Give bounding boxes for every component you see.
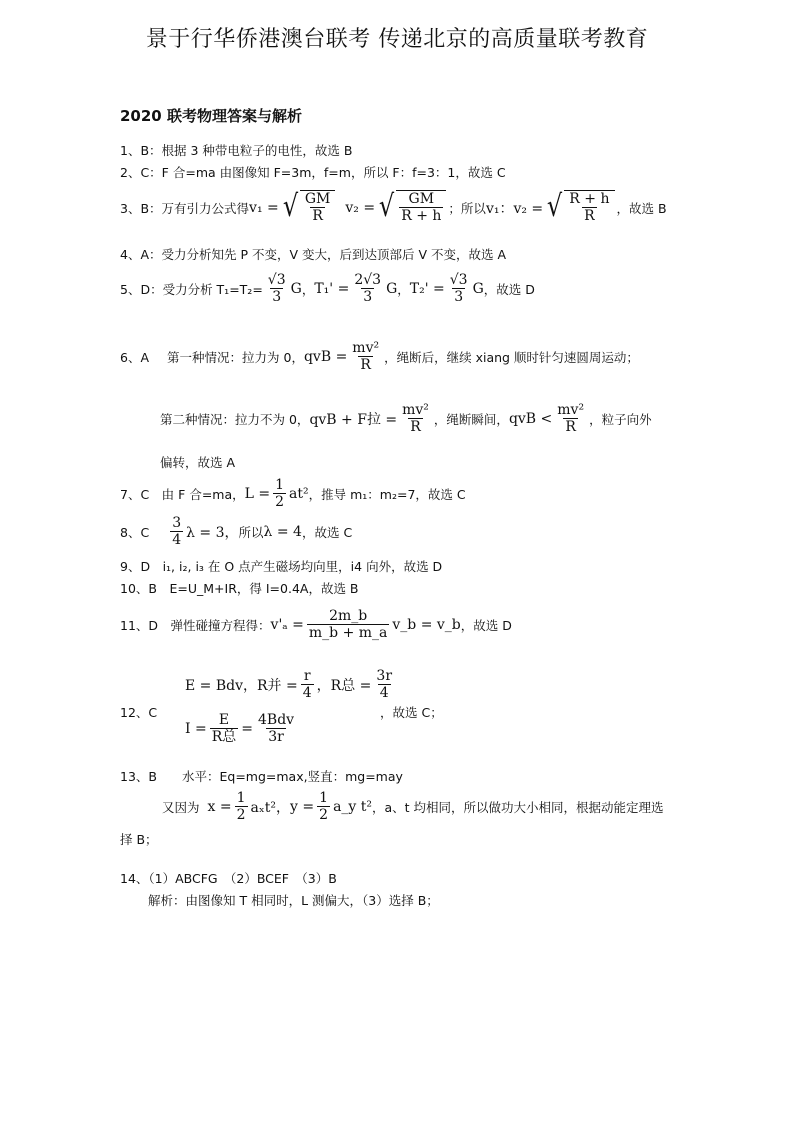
answer-14-line2: 解析：由图像知 T 相同时，L 测偏大，（3）选择 B； [148,893,439,908]
frac-3r-4 [374,668,394,702]
answer-7-eq: L = [244,486,271,502]
frac-num: mv² [352,340,380,356]
answer-3-v1: v₁ = [249,199,279,216]
frac-num: √3 [449,272,468,288]
frac-sqrt3-3b [448,272,470,306]
r-parallel: R并 = [257,678,298,694]
frac-num: GM [408,191,435,207]
frac-den: 3 [363,289,373,305]
answer-13-after: ，a、t 均相同，所以做功大小相同，根据动能定理选 [372,800,664,815]
answer-14-line1: 14、（1）ABCFG （2）BCEF （3）B [120,871,337,886]
answer-8 [120,515,352,549]
answer-5-end: ，故选 D [483,282,535,297]
sqrt-2: √ $\frac{GM}{R + h}$ [377,190,446,225]
answer-1: 1、B：根据 3 种带电粒子的电性，故选 B [120,143,353,158]
frac-num: 3 [172,515,182,531]
answer-6-lead: 6、A [120,350,150,365]
frac-den: R [312,208,323,224]
answer-3-mid: ；所以 [448,200,486,216]
frac-sqrt3-3a [266,272,288,306]
answer-6-eq2: qvB + F拉 = [309,412,398,428]
answer-11-lead: 11、D 弹性碰撞方程得： [120,618,271,633]
frac-mv2-r [555,402,586,436]
frac-1-2 [273,477,286,511]
answer-5: 5、D：受力分析 T₁=T₂= $\frac{√3}{3}$ G ， T₁' = $\frac{2√3}{3}$ G ， T₂' = $\frac{√3}{3}$ G ，故选 D [120,272,535,305]
answer-11-tail: v_b = v_b [392,617,461,633]
frac-num: 1 [236,790,246,806]
frac-den: 4 [379,685,389,701]
answer-8-mid: 所以 [238,525,264,540]
answer-7-lead: 7、C 由 F 合=ma， [120,487,245,502]
frac-den: 2 [275,494,285,510]
answer-5-lead: 5、D：受力分析 T₁=T₂= [120,282,263,297]
answer-12-end: ，故选 C； [380,705,443,720]
x-eq: x = [207,799,232,815]
answer-10: 10、B E=U_M+IR，得 I=0.4A，故选 B [120,581,359,596]
answer-8-eq2: λ = 4 [263,524,302,540]
answer-6-line2 [160,402,652,436]
r-total: ，R总 = [316,678,372,694]
frac-mv2-r [350,340,381,374]
g-symbol: G [472,281,484,297]
answer-6-case2: 第二种情况：拉力不为 0， [160,412,310,427]
answer-12-label: 12、C [120,705,158,720]
answer-8-lead: 8、C [120,525,150,540]
answer-6-after2: ，绳断瞬间， [433,412,509,427]
answer-3-ratio: v₁：v₂ = [485,200,544,217]
answer-3-end: ，故选 B [616,200,667,216]
frac-1-2 [317,790,330,824]
frac-den: 3 [272,289,282,305]
answer-12-eq2 [185,712,299,746]
t1-prime: T₁' = [314,281,350,297]
sqrt-1: √ $\frac{GM}{R}$ [281,190,336,225]
answer-13-c2: 又因为 [162,800,200,815]
frac-mv2-r [400,402,431,436]
g-symbol: G [290,281,302,297]
answer-11 [120,608,512,642]
frac-num: E [218,712,230,728]
x-tail: aₓt²， [250,800,291,816]
frac-3-4 [170,515,183,549]
answer-7-tail: at² [289,486,309,502]
frac-num: mv² [402,402,429,418]
answer-7 [120,477,466,511]
frac-num: 2m_b [329,608,368,624]
answer-8-eq: λ = 3， [186,525,239,541]
answer-8-end: ，故选 C [301,525,353,540]
page-header: 景于行华侨港澳台联考 传递北京的高质量联考教育 [145,27,649,52]
frac-1-2 [235,790,248,824]
answer-6-after3: ，粒子向外 [589,412,652,427]
current-eq: I = [185,721,207,737]
answer-11-end: ，故选 D [460,618,512,633]
answer-13-line3: 择 B； [120,832,158,847]
page-title: 2020 联考物理答案与解析 [120,107,302,125]
frac-num: R + h [569,191,610,207]
frac-num: 4Bdv [258,712,295,728]
frac-den: 2 [236,807,246,823]
frac-num: 1 [275,477,285,493]
answer-3-v2: v₂ = [345,199,376,216]
frac-2sqrt3-3 [352,272,383,306]
emf-eq: E = Bdv， [185,678,258,694]
frac-den: 3r [268,729,284,745]
equals-sign: = [241,721,253,737]
y-eq: y = [290,799,315,815]
frac-den: R [410,419,421,435]
answer-6-line3: 偏转，故选 A [160,455,236,470]
frac-den: m_b + m_a [308,625,388,641]
frac-2mb [307,608,390,642]
answer-6-line1 [120,340,639,374]
frac-num: 2√3 [354,272,382,288]
frac-den: R [360,357,371,373]
frac-den: 4 [302,685,312,701]
frac-r-4 [301,668,314,702]
frac-num: GM [304,191,331,207]
answer-11-eq: v'ₐ = [270,617,304,633]
answer-13-line2 [162,790,664,824]
answer-6-after1: ，绳断后，继续 xiang 顺时针匀速圆周运动； [384,350,639,365]
answer-6-eq3: qvB < [508,411,553,427]
frac-den: R + h [401,208,442,224]
frac-num: mv² [557,402,585,418]
answer-13-line1: 13、B 水平：Eq=mg=max,竖直：mg=may [120,769,403,784]
frac-num: √3 [267,272,286,288]
answer-7-end: ，推导 m₁：m₂=7，故选 C [308,487,466,502]
y-tail: a_y t² [333,799,373,815]
frac-num: 1 [319,790,329,806]
frac-num: 3r [376,668,393,684]
frac-den: R总 [211,729,237,745]
answer-9: 9、D i₁, i₂, i₃ 在 O 点产生磁场均向里，i4 向外，故选 D [120,559,443,574]
g-symbol: G [386,281,398,297]
answer-2: 2、C：F 合=ma 由图像知 F=3m，f=m，所以 F：f=3：1，故选 C [120,165,506,180]
answer-3 [120,190,667,225]
frac-num: r [303,668,311,684]
sqrt-3: √ $\frac{R + h}{R}$ [545,190,614,225]
t2-prime: T₂' = [409,281,445,297]
answer-6-case1: 第一种情况：拉力为 0， [167,350,304,365]
frac-den: 3 [454,289,464,305]
answer-3-lead: 3、B：万有引力公式得 [120,200,250,216]
answer-6-eq1: qvB = [303,349,348,365]
frac-den: 2 [319,807,329,823]
frac-den: R [565,419,576,435]
frac-den: R [584,208,595,224]
answer-12-eq1 [185,668,397,702]
frac-4bdv-3r [256,712,296,746]
answer-4: 4、A：受力分析知先 P 不变，V 变大，后到达顶部后 V 不变，故选 A [120,247,507,262]
frac-e-r [210,712,239,746]
frac-den: 4 [172,532,182,548]
